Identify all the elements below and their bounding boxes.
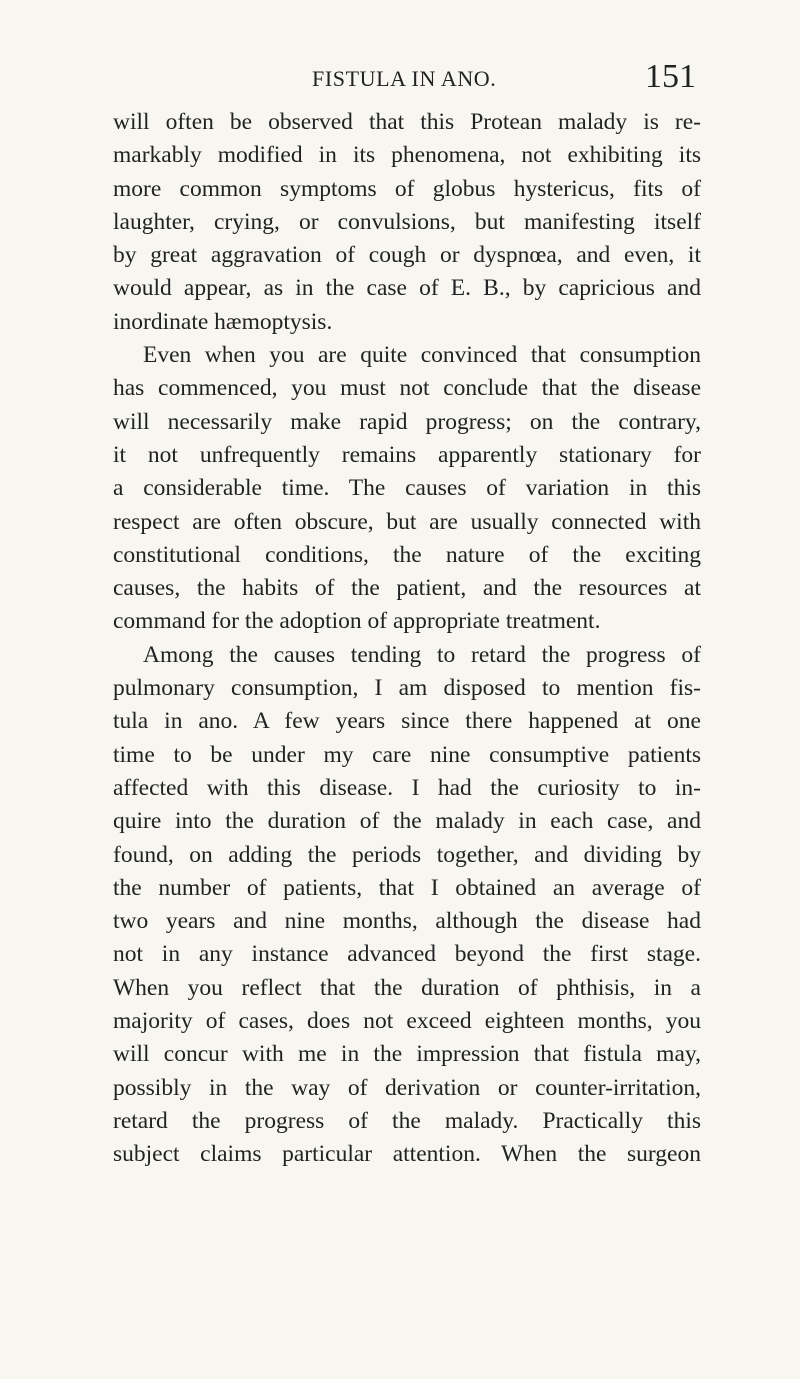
text-line: Among the causes tending to retard the progress of <box>143 641 701 668</box>
text-line: affected with this disease. I had the curiosity to in- <box>113 774 701 801</box>
text-line: the number of patients, that I obtained an average of <box>113 874 701 901</box>
text-line: found, on adding the periods together, and dividing by <box>113 841 701 868</box>
text-line: will concur with me in the impression that fistula may, <box>113 1041 701 1068</box>
running-title: FISTULA IN ANO. <box>312 66 497 91</box>
text-line: tula in ano. A few years since there happened at one <box>113 708 701 735</box>
text-line: not in any instance advanced beyond the first stage. <box>113 941 701 968</box>
text-line: Even when you are quite convinced that consumption <box>143 342 701 369</box>
text-line: laughter, crying, or convulsions, but manifesting itself <box>113 208 701 235</box>
text-line: causes, the habits of the patient, and the resources at <box>113 575 701 602</box>
text-line: will necessarily make rapid progress; on the contrary, <box>113 408 701 435</box>
text-line: time to be under my care nine consumptive patients <box>113 741 701 768</box>
text-line: will often be observed that this Protean malady is re- <box>113 109 701 135</box>
text-line: When you reflect that the duration of phthisis, in a <box>113 974 701 1001</box>
text-line: by great aggravation of cough or dyspnœa, and even, it <box>113 242 701 269</box>
text-line: subject claims particular attention. When the surgeon <box>113 1141 701 1168</box>
text-line: two years and nine months, although the disease had <box>113 908 701 935</box>
running-head <box>0 58 800 102</box>
text-line: retard the progress of the malady. Practically this <box>113 1107 701 1134</box>
text-line: possibly in the way of derivation or counter-irritation, <box>113 1074 701 1101</box>
body-text <box>113 106 701 1172</box>
text-line: inordinate hæmoptysis. <box>113 308 333 335</box>
text-line: it not unfrequently remains apparently stationary for <box>113 441 701 468</box>
text-line: markably modified in its phenomena, not exhibiting its <box>113 142 701 169</box>
text-line: more common symptoms of globus hystericus, fits of <box>113 175 701 202</box>
text-line: a considerable time. The causes of variation in this <box>113 475 701 502</box>
text-line: quire into the duration of the malady in each case, and <box>113 808 701 835</box>
text-line: respect are often obscure, but are usually connected with <box>113 508 701 535</box>
text-line: would appear, as in the case of E. B., by capricious and <box>113 275 701 302</box>
text-line: majority of cases, does not exceed eighteen months, you <box>113 1008 701 1035</box>
page-number: 151 <box>645 58 696 95</box>
text-line: constitutional conditions, the nature of the exciting <box>113 541 701 568</box>
text-line: pulmonary consumption, I am disposed to mention fis- <box>113 675 701 702</box>
text-line: command for the adoption of appropriate treatment. <box>113 608 601 635</box>
text-line: has commenced, you must not conclude that the disease <box>113 375 701 402</box>
